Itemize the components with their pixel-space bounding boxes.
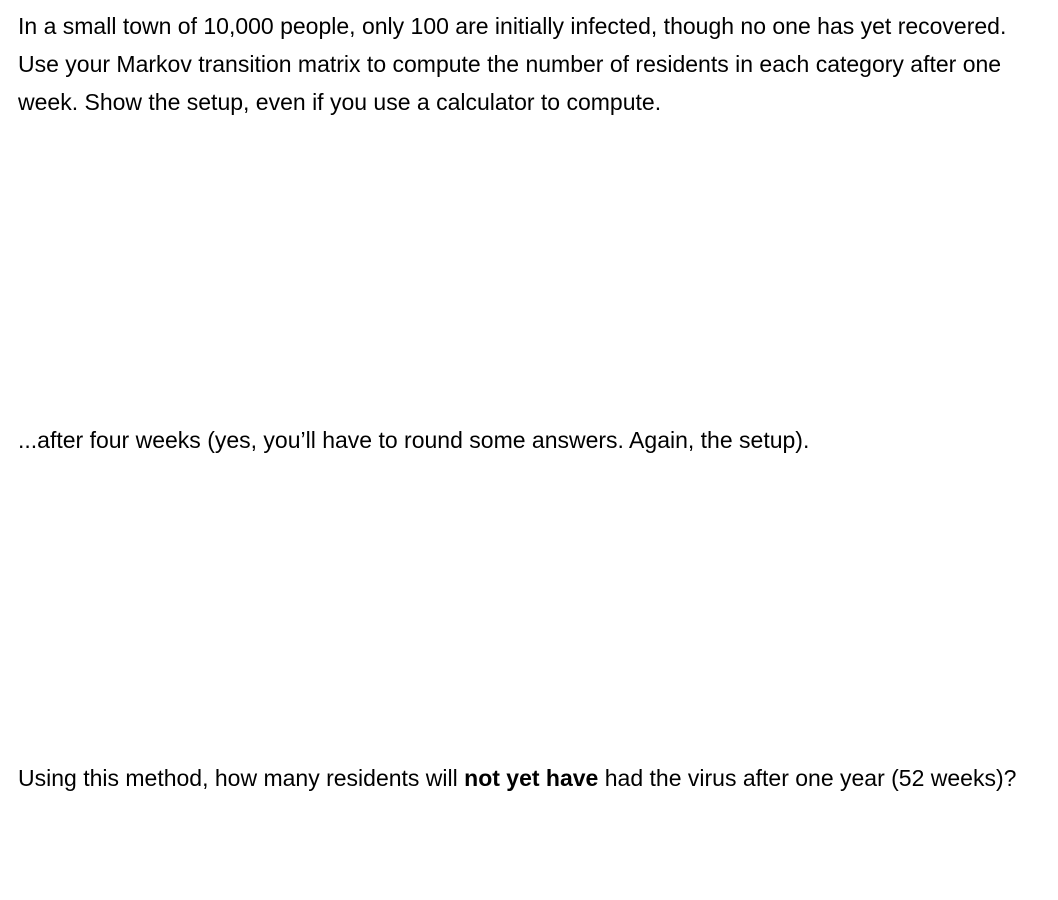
question-one-year-lead: Using this method, how many residents will [18,765,465,791]
question-one-year-emphasis: not yet have [464,765,599,791]
question-four-weeks: ...after four weeks (yes, you’ll have to round some answers. Again, the setup). [18,427,810,453]
question-one-week: In a small town of 10,000 people, only 100 are initially infected, though no one has yet recovered. Use your Markov transition matrix to compute the number of residents in each category after one week. Show the setup, even if you use a calculator to compute. [18,13,1007,115]
question-one-year [18,759,1043,797]
question-one-year-tail: had the virus after one year (52 weeks)? [598,765,1017,791]
